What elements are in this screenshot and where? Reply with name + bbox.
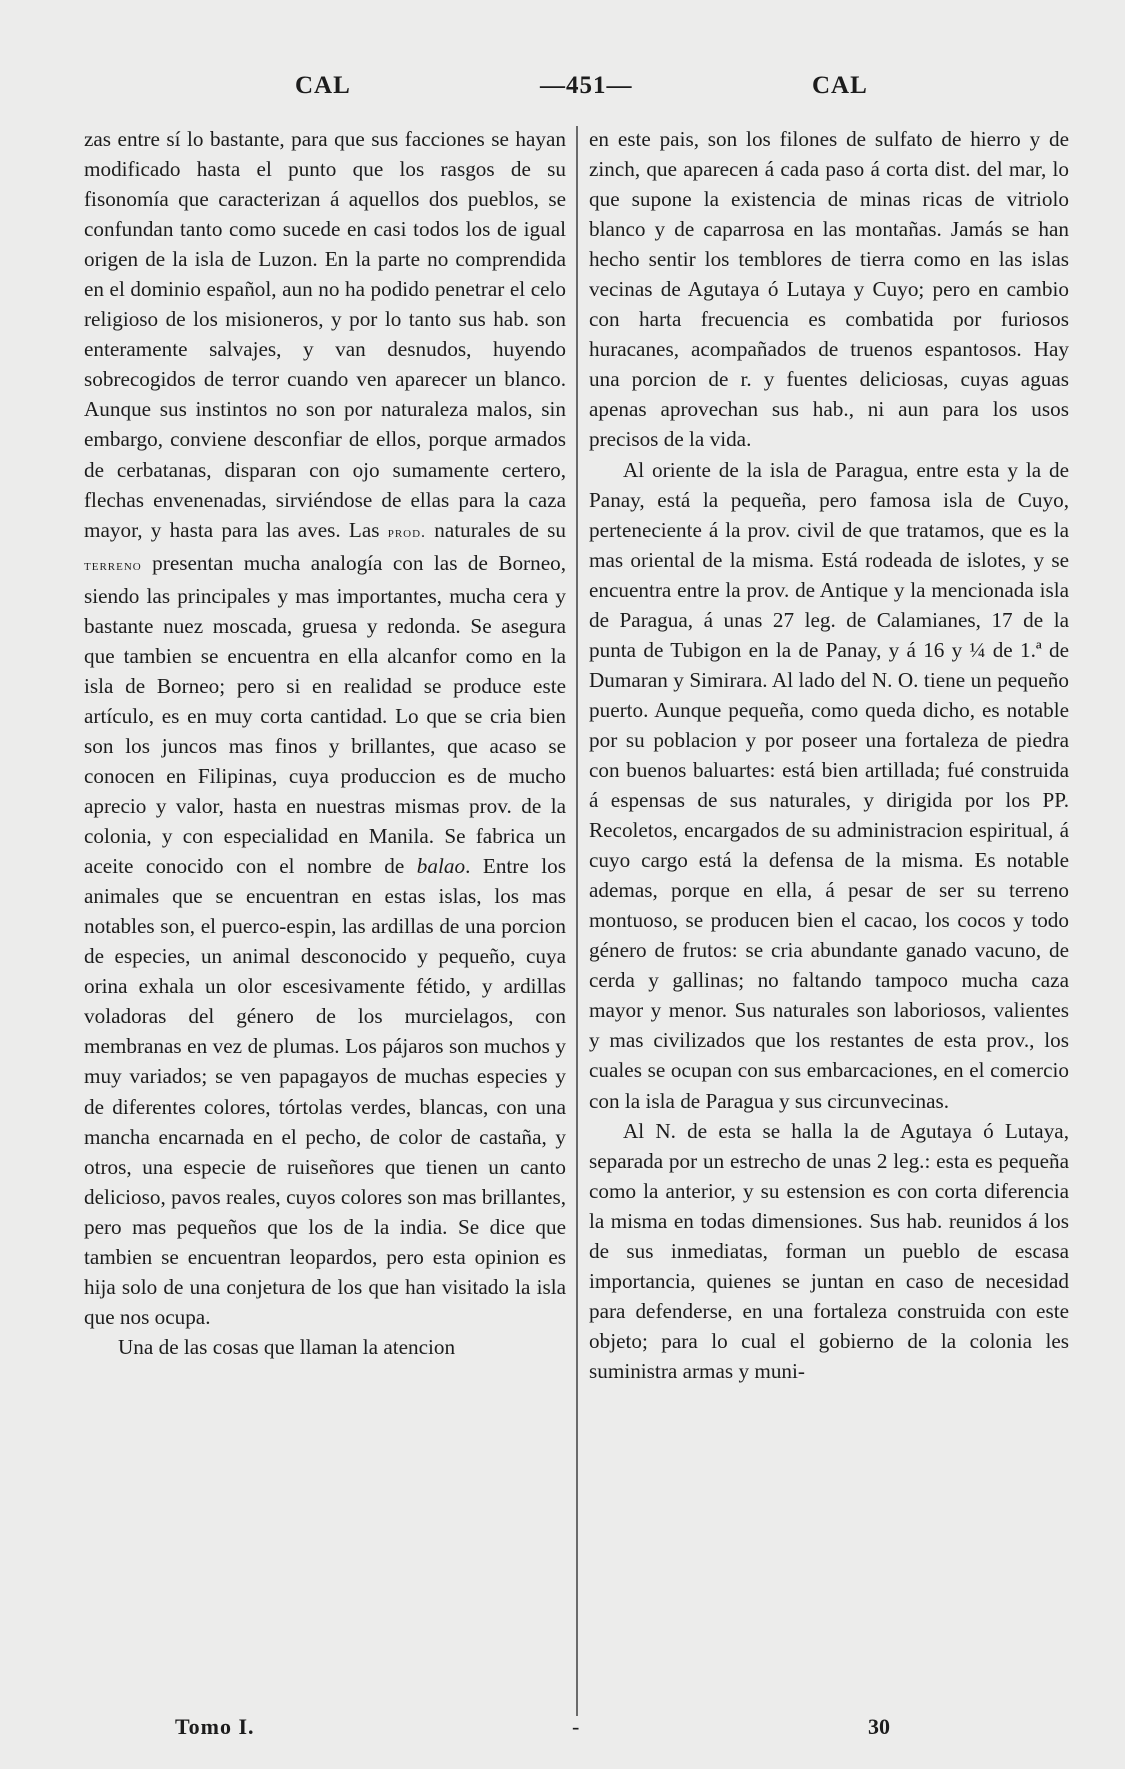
signature-number: 30 — [868, 1714, 890, 1739]
balao-term: balao — [416, 854, 466, 879]
header-right-keyword: CAL — [812, 72, 868, 99]
footer-dash: - — [572, 1714, 580, 1739]
prod-abbrev: prod. — [387, 523, 427, 541]
right-paragraph-1: en este pais, son los filones de sulfato de hierro y de zinch, que aparecen á cada paso á corta dist. del mar, lo que supone la existencia de minas ricas de vitriolo blanco y de caparrosa en las montañas. Jamás se han hecho sentir los temblores de tierra como en las islas vecinas de Agutaya ó Lutaya y Cuyo; pero en cambio con harta frecuencia es combatida por furiosos huracanes, acompañados de truenos espantosos. Hay una porcion de r. y fuentes deliciosas, cuyas aguas apenas aprovechan sus hab., ni aun para los usos precisos de la vida. — [589, 127, 1069, 452]
right-paragraph-3: Al N. de esta se halla la de Agutaya ó Lutaya, separada por un estrecho de unas 2 leg.: esta es pequeña como la anterior, y su estension es con corta diferencia la misma en todas dimensiones. Sus hab. reunidos á los de sus inmediatas, forman un pueblo de escasa importancia, quienes se juntan en caso de necesidad para defenderse, en una fortaleza construida con este objeto; para lo cual el gobierno de la colonia les suministra armas y muni- — [589, 1118, 1069, 1383]
column-divider — [576, 126, 578, 1716]
left-paragraph-1 — [84, 124, 566, 1332]
terreno-word: terreno — [84, 556, 142, 574]
right-column — [589, 124, 1069, 1386]
page-number: —451— — [540, 72, 633, 99]
left-text-1d: . Entre los animales que se encuentran en estas islas, los mas notables son, el puerco-espin, las ardillas de una porcion de especies, un animal desconocido y pequeño, cuya orina exhala un olor escesivamente fétido, y ardillas voladoras del género de los murcielagos, con membranas en vez de plumas. Los pájaros son muchos y muy variados; se ven papagayos de muchas especies y de diferentes colores, tórtolas verdes, blancas, con una mancha encarnada en el pecho, de color de castaña, y otros, una especie de ruiseñores que tienen un canto delicioso, pavos reales, cuyos colores son mas brillantes, pero mas pequeños que los de la india. Se dice que tambien se encuentran leopardos, pero esta opinion es hija solo de una conjetura de los que han visitado la isla que nos ocupa. — [84, 854, 567, 1329]
left-text-1b: naturales de su — [426, 517, 567, 542]
page-header — [0, 72, 1125, 116]
right-paragraph-2: Al oriente de la isla de Paragua, entre esta y la de Panay, está la pequeña, pero famosa isla de Cuyo, perteneciente á la prov. civil de que tratamos, que es la mas oriental de la misma. Está rodeada de islotes, y se encuentra entre la prov. de Antique y la mencionada isla de Paragua, á unas 27 leg. de Calamianes, 17 de la punta de Tubigon en la de Panay, y á 16 y ¼ de 1.ª de Dumaran y Simirara. Al lado del N. O. tiene un pequeño puerto. Aunque pequeña, como queda dicho, es notable por su poblacion y por poseer una fortaleza de piedra con buenos baluartes: está bien artillada; fué construida á espensas de sus naturales, y dirigida por los PP. Recoletos, encargados de su administracion espiritual, á cuyo cargo está la defensa de la misma. Es notable ademas, porque en ella, á pesar de ser su terreno montuoso, se producen bien el cacao, los cocos y todo género de frutos: se cria abundante ganado vacuno, de cerda y gallinas; no faltando tampoco mucha caza mayor y menor. Sus naturales son laboriosos, valientes y mas civilizados que los restantes de esta prov., los cuales se ocupan con sus embarcaciones, en el comercio con la isla de Paragua y sus circunvecinas. — [589, 457, 1069, 1113]
left-paragraph-2: Una de las cosas que llaman la atencion — [118, 1334, 456, 1359]
left-column — [84, 124, 566, 1362]
header-left-keyword: CAL — [295, 72, 351, 99]
left-text-1: zas entre sí lo bastante, para que sus facciones se hayan modificado hasta el punto que los rasgos de su fisonomía que caracterizan á aquellos dos pueblos, se confundan tanto como sucede en casi todos los de igual origen de la isla de Luzon. En la parte no comprendida en el dominio español, aun no ha podido penetrar el celo religioso de los misioneros, y por lo tanto sus hab. son enteramente salvajes, y van desnudos, huyendo sobrecogidos de terror cuando ven aparecer un blanco. Aunque sus instintos no son por naturaleza malos, sin embargo, conviene desconfiar de ellos, porque armados de cerbatanas, disparan con ojo sumamente certero, flechas envenenadas, sirviéndose de ellas para la caza mayor, y hasta para las aves. Las — [84, 127, 566, 542]
volume-label: Tomo I. — [175, 1714, 255, 1739]
left-text-1c: presentan mucha analogía con las de Borneo, siendo las principales y mas importantes, mucha cera y bastante nuez moscada, gruesa y redonda. Se asegura que tambien se encuentra en ella alcanfor como en la isla de Borneo; pero si en realidad se produce este artículo, es en muy corta cantidad. Lo que se cria bien son los juncos mas finos y brillantes, que acaso se conocen en Filipinas, cuya produccion es de mucho aprecio y valor, hasta en nuestras mismas prov. de la colonia, y con especialidad en Manila. Se fabrica un aceite conocido con el nombre de — [84, 550, 566, 879]
